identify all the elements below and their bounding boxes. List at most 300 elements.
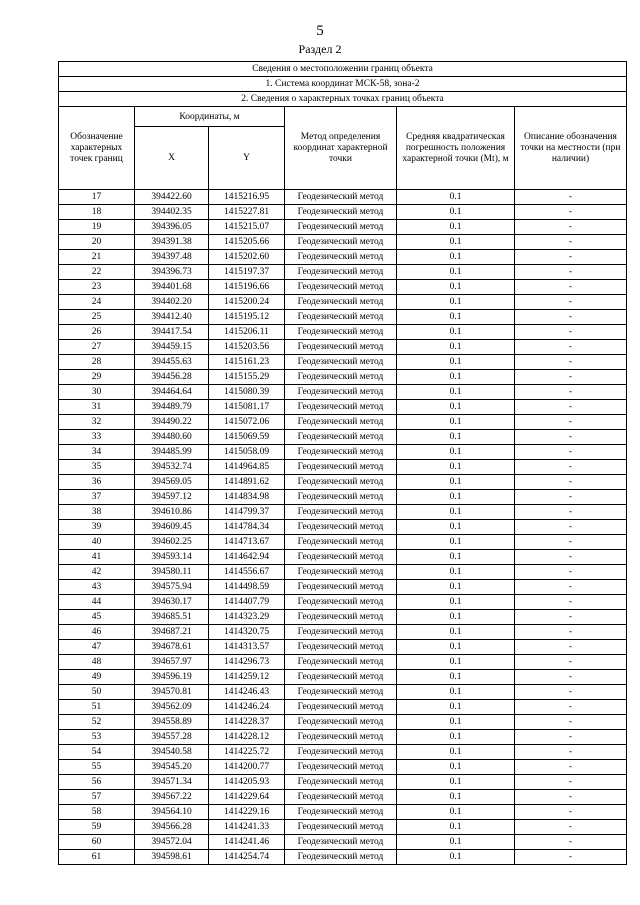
x-coordinate-cell: 394464.64 xyxy=(135,385,209,400)
method-cell: Геодезический метод xyxy=(285,355,397,370)
y-coordinate-cell: 1415195.12 xyxy=(209,310,285,325)
mean-error-cell: 0.1 xyxy=(397,550,515,565)
point-number-cell: 45 xyxy=(59,610,135,625)
y-coordinate-cell: 1414498.59 xyxy=(209,580,285,595)
y-coordinate-cell: 1414407.79 xyxy=(209,595,285,610)
x-coordinate-cell: 394572.04 xyxy=(135,835,209,850)
description-cell: - xyxy=(515,625,627,640)
description-cell: - xyxy=(515,595,627,610)
table-row xyxy=(59,595,627,610)
table-row xyxy=(59,760,627,775)
description-cell: - xyxy=(515,505,627,520)
method-cell: Геодезический метод xyxy=(285,340,397,355)
mean-error-cell: 0.1 xyxy=(397,370,515,385)
table-row xyxy=(59,430,627,445)
y-coordinate-cell: 1414205.93 xyxy=(209,775,285,790)
method-cell: Геодезический метод xyxy=(285,460,397,475)
method-cell: Геодезический метод xyxy=(285,505,397,520)
point-number-cell: 38 xyxy=(59,505,135,520)
method-cell: Геодезический метод xyxy=(285,430,397,445)
y-coordinate-cell: 1415196.66 xyxy=(209,280,285,295)
y-coordinate-cell: 1415200.24 xyxy=(209,295,285,310)
table-row xyxy=(59,835,627,850)
point-number-cell: 48 xyxy=(59,655,135,670)
mean-error-cell: 0.1 xyxy=(397,655,515,670)
point-number-cell: 43 xyxy=(59,580,135,595)
point-number-cell: 52 xyxy=(59,715,135,730)
x-coordinate-cell: 394401.68 xyxy=(135,280,209,295)
description-cell: - xyxy=(515,295,627,310)
y-coordinate-cell: 1415227.81 xyxy=(209,205,285,220)
y-coordinate-cell: 1415072.06 xyxy=(209,415,285,430)
description-cell: - xyxy=(515,565,627,580)
method-cell: Геодезический метод xyxy=(285,760,397,775)
description-cell: - xyxy=(515,430,627,445)
x-coordinate-cell: 394657.97 xyxy=(135,655,209,670)
table-row xyxy=(59,460,627,475)
method-cell: Геодезический метод xyxy=(285,265,397,280)
table-row xyxy=(59,190,627,205)
y-coordinate-cell: 1415215.07 xyxy=(209,220,285,235)
table-row xyxy=(59,715,627,730)
description-cell: - xyxy=(515,400,627,415)
x-coordinate-cell: 394566.28 xyxy=(135,820,209,835)
description-cell: - xyxy=(515,370,627,385)
method-cell: Геодезический метод xyxy=(285,295,397,310)
table-row xyxy=(59,745,627,760)
point-number-cell: 49 xyxy=(59,670,135,685)
description-cell: - xyxy=(515,490,627,505)
mean-error-cell: 0.1 xyxy=(397,415,515,430)
description-cell: - xyxy=(515,775,627,790)
table-row xyxy=(59,205,627,220)
boundary-points-table xyxy=(58,61,627,865)
table-caption-points: 2. Сведения о характерных точках границ объекта xyxy=(59,92,627,107)
x-coordinate-cell: 394402.20 xyxy=(135,295,209,310)
method-cell: Геодезический метод xyxy=(285,805,397,820)
x-coordinate-cell: 394397.48 xyxy=(135,250,209,265)
table-row xyxy=(59,325,627,340)
x-coordinate-cell: 394456.28 xyxy=(135,370,209,385)
table-row xyxy=(59,775,627,790)
x-coordinate-cell: 394562.09 xyxy=(135,700,209,715)
mean-error-cell: 0.1 xyxy=(397,385,515,400)
y-coordinate-cell: 1414246.24 xyxy=(209,700,285,715)
x-coordinate-cell: 394630.17 xyxy=(135,595,209,610)
x-coordinate-cell: 394412.40 xyxy=(135,310,209,325)
description-cell: - xyxy=(515,310,627,325)
x-coordinate-cell: 394569.05 xyxy=(135,475,209,490)
x-coordinate-cell: 394489.79 xyxy=(135,400,209,415)
method-cell: Геодезический метод xyxy=(285,655,397,670)
mean-error-cell: 0.1 xyxy=(397,775,515,790)
x-coordinate-cell: 394545.20 xyxy=(135,760,209,775)
method-cell: Геодезический метод xyxy=(285,190,397,205)
table-row xyxy=(59,610,627,625)
description-cell: - xyxy=(515,265,627,280)
point-number-cell: 26 xyxy=(59,325,135,340)
point-number-cell: 39 xyxy=(59,520,135,535)
description-cell: - xyxy=(515,790,627,805)
description-cell: - xyxy=(515,235,627,250)
description-cell: - xyxy=(515,250,627,265)
point-number-cell: 44 xyxy=(59,595,135,610)
header-mean-error: Средняя квадратическая погрешность положения характерной точки (Mt), м xyxy=(397,107,515,190)
mean-error-cell: 0.1 xyxy=(397,235,515,250)
method-cell: Геодезический метод xyxy=(285,520,397,535)
x-coordinate-cell: 394570.81 xyxy=(135,685,209,700)
table-row xyxy=(59,235,627,250)
y-coordinate-cell: 1414241.33 xyxy=(209,820,285,835)
table-row xyxy=(59,280,627,295)
x-coordinate-cell: 394580.11 xyxy=(135,565,209,580)
description-cell: - xyxy=(515,475,627,490)
table-caption-objects: Сведения о местоположении границ объекта xyxy=(59,62,627,77)
description-cell: - xyxy=(515,820,627,835)
description-cell: - xyxy=(515,580,627,595)
x-coordinate-cell: 394597.12 xyxy=(135,490,209,505)
x-coordinate-cell: 394391.38 xyxy=(135,235,209,250)
y-coordinate-cell: 1414229.16 xyxy=(209,805,285,820)
description-cell: - xyxy=(515,700,627,715)
y-coordinate-cell: 1414556.67 xyxy=(209,565,285,580)
description-cell: - xyxy=(515,610,627,625)
mean-error-cell: 0.1 xyxy=(397,490,515,505)
table-row xyxy=(59,385,627,400)
x-coordinate-cell: 394485.99 xyxy=(135,445,209,460)
table-row xyxy=(59,415,627,430)
table-row xyxy=(59,550,627,565)
table-body xyxy=(59,190,627,865)
mean-error-cell: 0.1 xyxy=(397,460,515,475)
table-row xyxy=(59,655,627,670)
page-number: 5 xyxy=(316,23,324,39)
section-title: Раздел 2 xyxy=(298,42,342,56)
point-number-cell: 60 xyxy=(59,835,135,850)
description-cell: - xyxy=(515,355,627,370)
point-number-cell: 19 xyxy=(59,220,135,235)
point-number-cell: 27 xyxy=(59,340,135,355)
method-cell: Геодезический метод xyxy=(285,775,397,790)
x-coordinate-cell: 394602.25 xyxy=(135,535,209,550)
point-number-cell: 23 xyxy=(59,280,135,295)
y-coordinate-cell: 1414246.43 xyxy=(209,685,285,700)
point-number-cell: 25 xyxy=(59,310,135,325)
description-cell: - xyxy=(515,685,627,700)
table-row xyxy=(59,730,627,745)
table-row xyxy=(59,490,627,505)
table-row xyxy=(59,640,627,655)
table-row xyxy=(59,445,627,460)
point-number-cell: 30 xyxy=(59,385,135,400)
x-coordinate-cell: 394396.05 xyxy=(135,220,209,235)
y-coordinate-cell: 1415155.29 xyxy=(209,370,285,385)
table-row xyxy=(59,670,627,685)
description-cell: - xyxy=(515,850,627,865)
y-coordinate-cell: 1414891.62 xyxy=(209,475,285,490)
y-coordinate-cell: 1415081.17 xyxy=(209,400,285,415)
description-cell: - xyxy=(515,760,627,775)
mean-error-cell: 0.1 xyxy=(397,610,515,625)
description-cell: - xyxy=(515,550,627,565)
x-coordinate-cell: 394609.45 xyxy=(135,520,209,535)
mean-error-cell: 0.1 xyxy=(397,730,515,745)
x-coordinate-cell: 394610.86 xyxy=(135,505,209,520)
y-coordinate-cell: 1415069.59 xyxy=(209,430,285,445)
point-number-cell: 36 xyxy=(59,475,135,490)
point-number-cell: 18 xyxy=(59,205,135,220)
x-coordinate-cell: 394480.60 xyxy=(135,430,209,445)
mean-error-cell: 0.1 xyxy=(397,835,515,850)
description-cell: - xyxy=(515,535,627,550)
mean-error-cell: 0.1 xyxy=(397,745,515,760)
method-cell: Геодезический метод xyxy=(285,850,397,865)
header-method: Метод определения координат характерной точки xyxy=(285,107,397,190)
description-cell: - xyxy=(515,280,627,295)
point-number-cell: 59 xyxy=(59,820,135,835)
method-cell: Геодезический метод xyxy=(285,250,397,265)
point-number-cell: 54 xyxy=(59,745,135,760)
x-coordinate-cell: 394558.89 xyxy=(135,715,209,730)
mean-error-cell: 0.1 xyxy=(397,325,515,340)
method-cell: Геодезический метод xyxy=(285,700,397,715)
mean-error-cell: 0.1 xyxy=(397,265,515,280)
point-number-cell: 21 xyxy=(59,250,135,265)
table-row xyxy=(59,820,627,835)
y-coordinate-cell: 1414713.67 xyxy=(209,535,285,550)
description-cell: - xyxy=(515,325,627,340)
y-coordinate-cell: 1414228.37 xyxy=(209,715,285,730)
mean-error-cell: 0.1 xyxy=(397,790,515,805)
description-cell: - xyxy=(515,190,627,205)
mean-error-cell: 0.1 xyxy=(397,430,515,445)
method-cell: Геодезический метод xyxy=(285,610,397,625)
method-cell: Геодезический метод xyxy=(285,580,397,595)
mean-error-cell: 0.1 xyxy=(397,595,515,610)
description-cell: - xyxy=(515,670,627,685)
point-number-cell: 57 xyxy=(59,790,135,805)
mean-error-cell: 0.1 xyxy=(397,565,515,580)
mean-error-cell: 0.1 xyxy=(397,280,515,295)
point-number-cell: 56 xyxy=(59,775,135,790)
mean-error-cell: 0.1 xyxy=(397,580,515,595)
mean-error-cell: 0.1 xyxy=(397,355,515,370)
y-coordinate-cell: 1414254.74 xyxy=(209,850,285,865)
point-number-cell: 34 xyxy=(59,445,135,460)
x-coordinate-cell: 394455.63 xyxy=(135,355,209,370)
table-row xyxy=(59,565,627,580)
table-row xyxy=(59,625,627,640)
x-coordinate-cell: 394459.15 xyxy=(135,340,209,355)
description-cell: - xyxy=(515,655,627,670)
table-row xyxy=(59,355,627,370)
y-coordinate-cell: 1414229.64 xyxy=(209,790,285,805)
point-number-cell: 61 xyxy=(59,850,135,865)
y-coordinate-cell: 1415080.39 xyxy=(209,385,285,400)
mean-error-cell: 0.1 xyxy=(397,205,515,220)
point-number-cell: 42 xyxy=(59,565,135,580)
x-coordinate-cell: 394593.14 xyxy=(135,550,209,565)
x-coordinate-cell: 394687.21 xyxy=(135,625,209,640)
mean-error-cell: 0.1 xyxy=(397,670,515,685)
method-cell: Геодезический метод xyxy=(285,385,397,400)
y-coordinate-cell: 1414313.57 xyxy=(209,640,285,655)
x-coordinate-cell: 394396.73 xyxy=(135,265,209,280)
method-cell: Геодезический метод xyxy=(285,715,397,730)
point-number-cell: 37 xyxy=(59,490,135,505)
x-coordinate-cell: 394567.22 xyxy=(135,790,209,805)
y-coordinate-cell: 1414241.46 xyxy=(209,835,285,850)
x-coordinate-cell: 394575.94 xyxy=(135,580,209,595)
mean-error-cell: 0.1 xyxy=(397,220,515,235)
method-cell: Геодезический метод xyxy=(285,535,397,550)
header-x: X xyxy=(135,127,209,190)
y-coordinate-cell: 1415203.56 xyxy=(209,340,285,355)
method-cell: Геодезический метод xyxy=(285,640,397,655)
method-cell: Геодезический метод xyxy=(285,400,397,415)
x-coordinate-cell: 394557.28 xyxy=(135,730,209,745)
y-coordinate-cell: 1415205.66 xyxy=(209,235,285,250)
y-coordinate-cell: 1415216.95 xyxy=(209,190,285,205)
table-row xyxy=(59,370,627,385)
mean-error-cell: 0.1 xyxy=(397,850,515,865)
method-cell: Геодезический метод xyxy=(285,565,397,580)
x-coordinate-cell: 394540.58 xyxy=(135,745,209,760)
y-coordinate-cell: 1414259.12 xyxy=(209,670,285,685)
x-coordinate-cell: 394402.35 xyxy=(135,205,209,220)
description-cell: - xyxy=(515,340,627,355)
y-coordinate-cell: 1414320.75 xyxy=(209,625,285,640)
method-cell: Геодезический метод xyxy=(285,205,397,220)
table-row xyxy=(59,340,627,355)
method-cell: Геодезический метод xyxy=(285,685,397,700)
description-cell: - xyxy=(515,460,627,475)
x-coordinate-cell: 394532.74 xyxy=(135,460,209,475)
y-coordinate-cell: 1414323.29 xyxy=(209,610,285,625)
point-number-cell: 22 xyxy=(59,265,135,280)
point-number-cell: 29 xyxy=(59,370,135,385)
table-row xyxy=(59,805,627,820)
point-number-cell: 58 xyxy=(59,805,135,820)
table-row xyxy=(59,310,627,325)
x-coordinate-cell: 394564.10 xyxy=(135,805,209,820)
method-cell: Геодезический метод xyxy=(285,475,397,490)
mean-error-cell: 0.1 xyxy=(397,295,515,310)
x-coordinate-cell: 394422.60 xyxy=(135,190,209,205)
description-cell: - xyxy=(515,835,627,850)
description-cell: - xyxy=(515,220,627,235)
point-number-cell: 47 xyxy=(59,640,135,655)
method-cell: Геодезический метод xyxy=(285,445,397,460)
header-coordinates: Координаты, м xyxy=(135,107,285,127)
point-number-cell: 35 xyxy=(59,460,135,475)
point-number-cell: 53 xyxy=(59,730,135,745)
mean-error-cell: 0.1 xyxy=(397,640,515,655)
point-number-cell: 24 xyxy=(59,295,135,310)
mean-error-cell: 0.1 xyxy=(397,715,515,730)
method-cell: Геодезический метод xyxy=(285,370,397,385)
description-cell: - xyxy=(515,520,627,535)
y-coordinate-cell: 1414964.85 xyxy=(209,460,285,475)
method-cell: Геодезический метод xyxy=(285,835,397,850)
table-row xyxy=(59,400,627,415)
mean-error-cell: 0.1 xyxy=(397,760,515,775)
y-coordinate-cell: 1414200.77 xyxy=(209,760,285,775)
point-number-cell: 46 xyxy=(59,625,135,640)
table-row xyxy=(59,250,627,265)
header-point-designation: Обозначение характерных точек границ xyxy=(59,107,135,190)
x-coordinate-cell: 394490.22 xyxy=(135,415,209,430)
method-cell: Геодезический метод xyxy=(285,490,397,505)
mean-error-cell: 0.1 xyxy=(397,310,515,325)
table-row xyxy=(59,295,627,310)
method-cell: Геодезический метод xyxy=(285,415,397,430)
description-cell: - xyxy=(515,805,627,820)
x-coordinate-cell: 394685.51 xyxy=(135,610,209,625)
method-cell: Геодезический метод xyxy=(285,550,397,565)
point-number-cell: 17 xyxy=(59,190,135,205)
description-cell: - xyxy=(515,745,627,760)
mean-error-cell: 0.1 xyxy=(397,400,515,415)
table-row xyxy=(59,580,627,595)
method-cell: Геодезический метод xyxy=(285,220,397,235)
description-cell: - xyxy=(515,205,627,220)
header-y: Y xyxy=(209,127,285,190)
mean-error-cell: 0.1 xyxy=(397,820,515,835)
x-coordinate-cell: 394678.61 xyxy=(135,640,209,655)
method-cell: Геодезический метод xyxy=(285,790,397,805)
mean-error-cell: 0.1 xyxy=(397,505,515,520)
y-coordinate-cell: 1415197.37 xyxy=(209,265,285,280)
y-coordinate-cell: 1414834.98 xyxy=(209,490,285,505)
mean-error-cell: 0.1 xyxy=(397,475,515,490)
point-number-cell: 28 xyxy=(59,355,135,370)
method-cell: Геодезический метод xyxy=(285,670,397,685)
point-number-cell: 20 xyxy=(59,235,135,250)
y-coordinate-cell: 1415161.23 xyxy=(209,355,285,370)
method-cell: Геодезический метод xyxy=(285,745,397,760)
y-coordinate-cell: 1414799.37 xyxy=(209,505,285,520)
y-coordinate-cell: 1415202.60 xyxy=(209,250,285,265)
table-row xyxy=(59,535,627,550)
mean-error-cell: 0.1 xyxy=(397,250,515,265)
method-cell: Геодезический метод xyxy=(285,595,397,610)
description-cell: - xyxy=(515,445,627,460)
x-coordinate-cell: 394598.61 xyxy=(135,850,209,865)
method-cell: Геодезический метод xyxy=(285,730,397,745)
header-description: Описание обозначения точки на местности (при наличии) xyxy=(515,107,627,190)
table-row xyxy=(59,850,627,865)
x-coordinate-cell: 394417.54 xyxy=(135,325,209,340)
table-row xyxy=(59,790,627,805)
method-cell: Геодезический метод xyxy=(285,325,397,340)
point-number-cell: 31 xyxy=(59,400,135,415)
method-cell: Геодезический метод xyxy=(285,625,397,640)
point-number-cell: 33 xyxy=(59,430,135,445)
y-coordinate-cell: 1414784.34 xyxy=(209,520,285,535)
method-cell: Геодезический метод xyxy=(285,280,397,295)
method-cell: Геодезический метод xyxy=(285,820,397,835)
mean-error-cell: 0.1 xyxy=(397,805,515,820)
method-cell: Геодезический метод xyxy=(285,310,397,325)
mean-error-cell: 0.1 xyxy=(397,340,515,355)
table-caption-coord-system: 1. Система координат МСК-58, зона-2 xyxy=(59,77,627,92)
table-row xyxy=(59,475,627,490)
table-row xyxy=(59,700,627,715)
mean-error-cell: 0.1 xyxy=(397,535,515,550)
table-row xyxy=(59,505,627,520)
point-number-cell: 40 xyxy=(59,535,135,550)
